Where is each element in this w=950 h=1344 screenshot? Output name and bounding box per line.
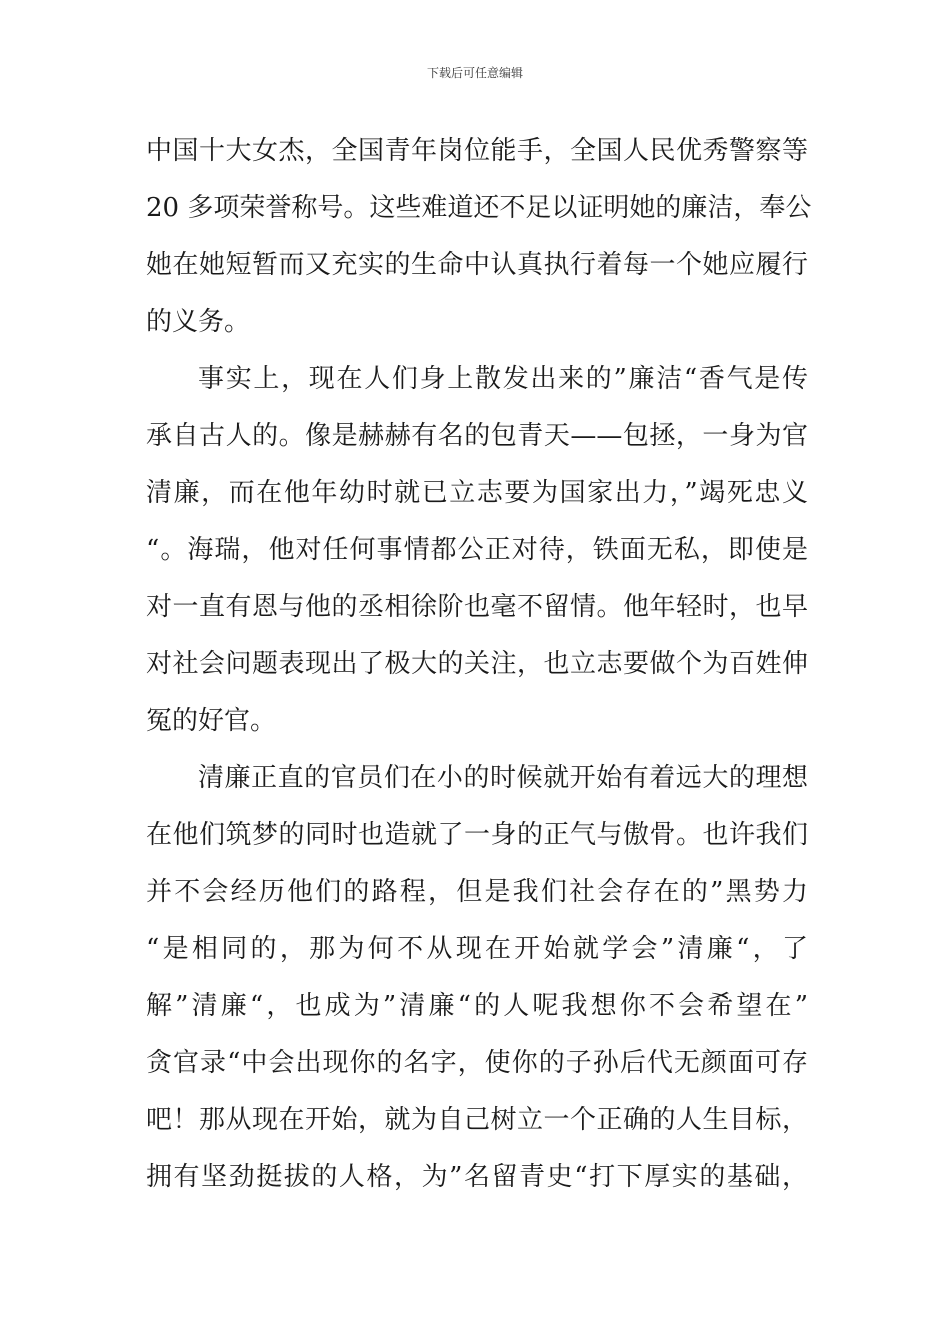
text-line: 对一直有恩与他的丞相徐阶也毫不留情。他年轻时，也早	[146, 592, 808, 622]
text-line: 贪官录“中会出现你的名字，使你的子孙后代无颜面可存	[146, 1048, 808, 1078]
text-line: 的义务。	[146, 307, 251, 337]
body-text	[146, 123, 812, 1206]
text-line: 在他们筑梦的同时也造就了一身的正气与傲骨。也许我们	[146, 820, 808, 850]
text-line: 清廉，而在他年幼时就已立志要为国家出力，”竭死忠义	[146, 478, 808, 508]
text-line: 中国十大女杰，全国青年岗位能手，全国人民优秀警察等	[146, 136, 808, 166]
text-line: 解”清廉“，也成为”清廉“的人呢我想你不会希望在”	[146, 991, 808, 1021]
text-line: 事实上，现在人们身上散发出来的”廉洁“香气是传	[198, 364, 808, 394]
text-line: 并不会经历他们的路程，但是我们社会存在的”黑势力	[146, 877, 808, 907]
text-line: “。海瑞，他对任何事情都公正对待，铁面无私，即使是	[146, 535, 808, 565]
text-line: 她在她短暂而又充实的生命中认真执行着每一个她应履行	[146, 250, 808, 280]
text-line: 吧！那从现在开始，就为自己树立一个正确的人生目标，	[146, 1105, 808, 1135]
text-line: 清廉正直的官员们在小的时候就开始有着远大的理想	[198, 763, 808, 793]
text-line: 对社会问题表现出了极大的关注，也立志要做个为百姓伸	[146, 649, 808, 679]
paragraph-1	[146, 123, 812, 351]
paragraph-3	[146, 750, 808, 1206]
page-header: 下载后可任意编辑	[426, 66, 523, 80]
paragraph-2	[146, 351, 808, 750]
text-line: “是相同的，那为何不从现在开始就学会”清廉“，了	[146, 934, 808, 964]
text-line: 拥有坚劲挺拔的人格，为”名留青史“打下厚实的基础，	[146, 1162, 808, 1192]
text-line: 承自古人的。像是赫赫有名的包青天——包拯，一身为官	[146, 421, 808, 451]
text-line: 20 多项荣誉称号。这些难道还不足以证明她的廉洁，奉公	[146, 193, 812, 223]
text-line: 冤的好官。	[146, 706, 277, 736]
